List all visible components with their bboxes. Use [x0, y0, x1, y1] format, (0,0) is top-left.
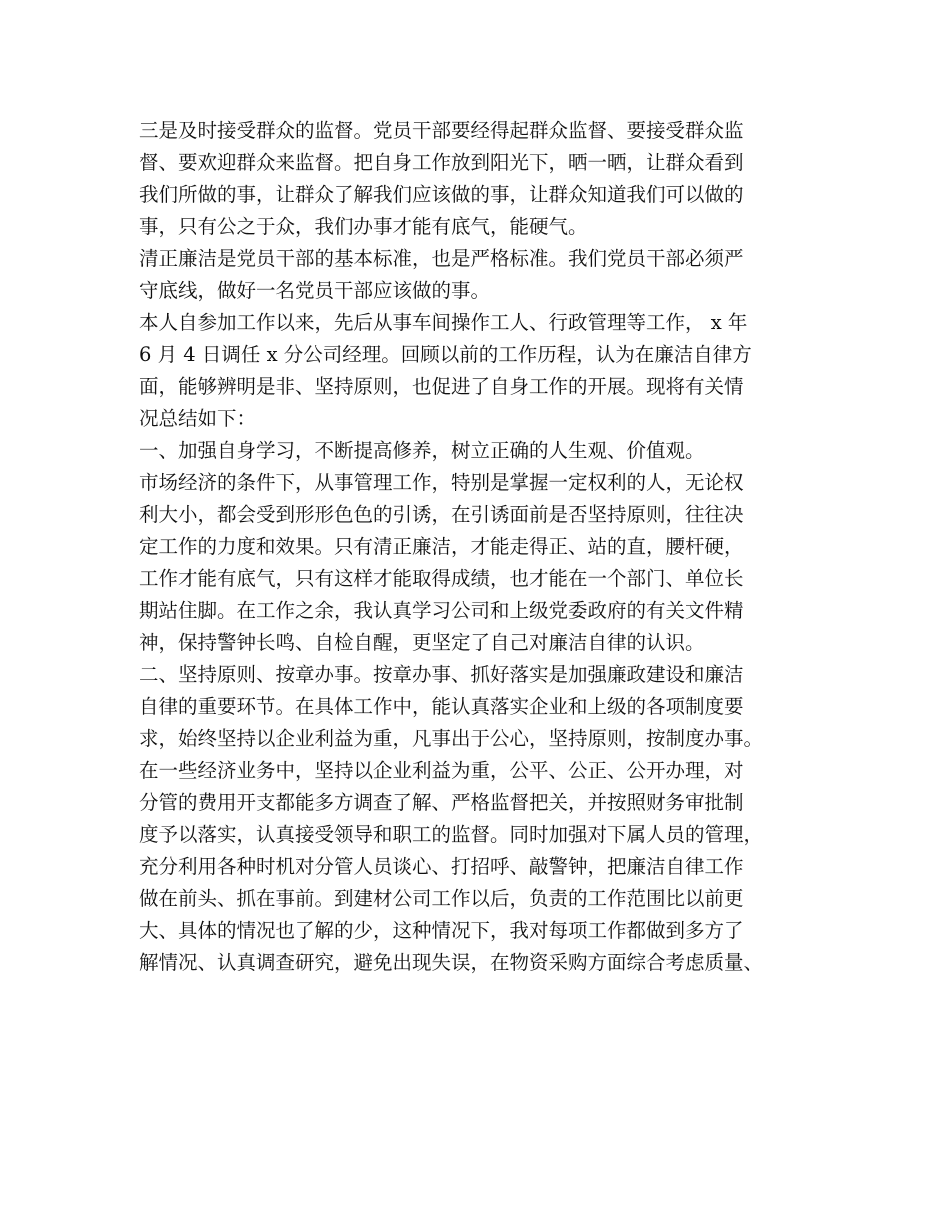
- section-heading-2: 二、坚持原则、按章办事。按章办事、抓好落实是加强廉政建设和廉洁: [139, 663, 744, 686]
- text-line: 况总结如下：: [139, 407, 257, 430]
- text-line: 督、要欢迎群众来监督。把自身工作放到阳光下，晒一晒，让群众看到: [139, 151, 744, 174]
- text-line: 我们所做的事，让群众了解我们应该做的事，让群众知道我们可以做的: [139, 183, 744, 206]
- text-line: 自律的重要环节。在具体工作中，能认真落实企业和上级的各项制度要: [139, 695, 744, 718]
- text-line: 工作才能有底气，只有这样才能取得成绩，也才能在一个部门、单位长: [139, 567, 744, 590]
- text-line: 做在前头、抓在事前。到建材公司工作以后，负责的工作范围比以前更: [139, 887, 744, 910]
- text-line: 利大小，都会受到形形色色的引诱，在引诱面前是否坚持原则，往往决: [139, 503, 744, 526]
- text-line: 事，只有公之于众，我们办事才能有底气，能硬气。: [139, 215, 588, 238]
- text-line: 面，能够辨明是非、坚持原则，也促进了自身工作的开展。现将有关情: [139, 375, 744, 398]
- text-line: 定工作的力度和效果。只有清正廉洁，才能走得正、站的直，腰杆硬，: [139, 535, 744, 558]
- text-line: 大、具体的情况也了解的少，这种情况下，我对每项工作都做到多方了: [139, 919, 744, 942]
- text-line: 期站住脚。在工作之余，我认真学习公司和上级党委政府的有关文件精: [139, 599, 744, 622]
- text-line: 清正廉洁是党员干部的基本标准，也是严格标准。我们党员干部必须严: [139, 247, 744, 270]
- text-line: 三是及时接受群众的监督。党员干部要经得起群众监督、要接受群众监: [139, 119, 744, 142]
- text-line: 市场经济的条件下，从事管理工作，特别是掌握一定权利的人，无论权: [139, 471, 744, 494]
- text-line: 求，始终坚持以企业利益为重，凡事出于公心，坚持原则，按制度办事。: [139, 727, 764, 750]
- text-line: 6 月 4 日调任 x 分公司经理。回顾以前的工作历程，认为在廉洁自律方: [139, 343, 752, 366]
- text-line: 解情况、认真调查研究，避免出现失误，在物资采购方面综合考虑质量、: [139, 951, 764, 974]
- section-heading-1: 一、加强自身学习，不断提高修养，树立正确的人生观、价值观。: [139, 439, 705, 462]
- text-line: 充分利用各种时机对分管人员谈心、打招呼、敲警钟，把廉洁自律工作: [139, 855, 744, 878]
- text-line: 本人自参加工作以来，先后从事车间操作工人、行政管理等工作， x 年: [139, 311, 748, 334]
- text-line: 守底线，做好一名党员干部应该做的事。: [139, 279, 491, 302]
- text-line: 在一些经济业务中，坚持以企业利益为重，公平、公正、公开办理，对: [139, 759, 744, 782]
- document-body: [139, 115, 829, 979]
- text-line: 神，保持警钟长鸣、自检自醒，更坚定了自己对廉洁自律的认识。: [139, 631, 705, 654]
- text-line: 度予以落实，认真接受领导和职工的监督。同时加强对下属人员的管理，: [139, 823, 764, 846]
- text-line: 分管的费用开支都能多方调查了解、严格监督把关，并按照财务审批制: [139, 791, 744, 814]
